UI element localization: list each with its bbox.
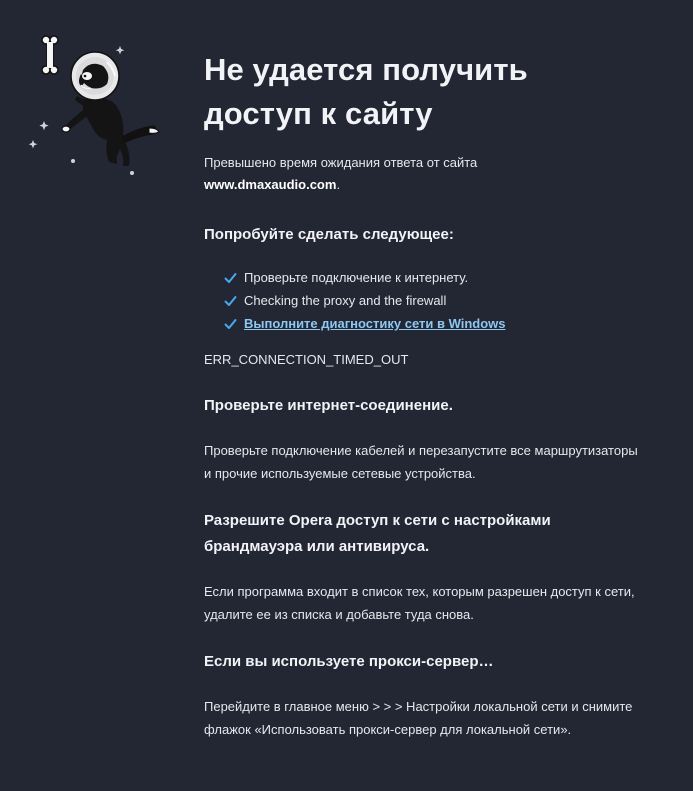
site-host: www.dmaxaudio.com [204, 177, 337, 192]
section-title-proxy: Если вы используете прокси-сервер… [204, 653, 494, 670]
intro-text [204, 152, 644, 196]
suggestion-check-connection [224, 266, 644, 289]
check-icon [224, 295, 237, 307]
section-title-firewall: Разрешите Opera доступ к сети с настройками брандмауэра или антивируса. [204, 512, 551, 555]
intro-period: . [336, 177, 341, 192]
suggestion-check-proxy [224, 289, 644, 312]
check-icon [224, 272, 237, 284]
section-title-connection: Проверьте интернет-соединение. [204, 397, 453, 414]
error-content [204, 48, 644, 741]
suggestion-diagnostics [224, 312, 644, 335]
page-title: Не удается получить доступ к сайту [204, 52, 528, 131]
section-body-proxy: Перейдите в главное меню > > > Настройки локальной сети и снимите флажок «Использовать прокси-сервер для локальной сети». [204, 699, 633, 737]
try-heading: Попробуйте сделать следующее: [204, 226, 454, 243]
check-icon [224, 318, 237, 330]
section-body-firewall: Если программа входит в список тех, которым разрешен доступ к сети, удалите ее из списка и добавьте туда снова. [204, 584, 635, 622]
error-code: ERR_CONNECTION_TIMED_OUT [204, 352, 409, 367]
suggestions-list [204, 266, 644, 335]
network-diagnostics-link[interactable]: Выполните диагностику сети в Windows [244, 316, 506, 331]
astronaut-dog-icon [25, 28, 170, 183]
suggestion-label: Проверьте подключение к интернету. [244, 270, 469, 285]
section-body-connection: Проверьте подключение кабелей и перезапустите все маршрутизаторы и прочие используемые сетевые устройства. [204, 443, 638, 481]
suggestion-label: Checking the proxy and the firewall [244, 293, 447, 308]
intro-message: Превышено время ожидания ответа от сайта [204, 155, 478, 170]
bone-icon [42, 36, 58, 74]
